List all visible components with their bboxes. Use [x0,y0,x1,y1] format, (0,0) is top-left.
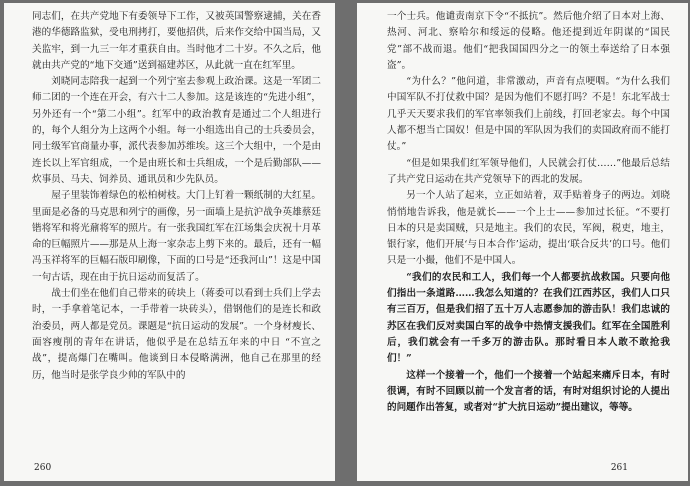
right-paragraph-1: 一个士兵。他谴责南京下令“不抵抗”。然后他介绍了日本对上海、热河、河北、察哈尔和绥远的侵略。他还提到近年阴谋的“国民党”部不战而退。他们“把我国国四分之一的领土奉送给了日本强盗”。 [387,11,670,71]
left-paragraph-3: 屋子里装饰着绿色的松柏树枝。大门上钉着一颗纸制的大红星。里面是必备的马克思和列宁的画像，另一面墙上是抗沪战争英雄蔡廷锴将军和将光鼐将军的照片。有一张我国红军在江场集会庆祝十月革命的巨幅照片——那是从上海一家杂志上剪下来的。最后，还有一幅冯玉祥将军的巨幅石版印刷像，下面的口号是“还我河山”！这是中国一句古话，现在由于抗日运动而复活了。 [32,190,321,283]
right-paragraph-2: “为什么？”他问道，非常激动，声音有点哽咽。“为什么我们中国军队不打仗救中国？是因为他们不愿打吗？不是！东北军战士几乎天天要求我们的军官率领我们上前线，打回老家去。每个中国人都不想当亡国奴！但是中国的军队因为我们的卖国政府而不能打仗。” [387,76,670,153]
left-paragraph-4: 战士们坐在他们自己带来的砖块上（蒋委可以看到士兵们上学去时，一手拿着笔记本，一手带着一块砖头），借钢他们的是连长和政治委员，两人都是党员。课题是“抗日运动的发展”。一个身材瘦长、面容瘦削的青年在讲话，他似乎是在总结五年来的中日 “不宣之战”，提高爆门在嘴叫。他谈到日本侵略满洲，他自己在那里的经历，他当时是张学良少帅的军队中的 [32,288,321,381]
left-paragraph-1: 同志们，在共产党地下有委领导下工作，又被英国警察逮捕，关在香港的华德路监狱，受电刑拷打，要他招供，后来作交给中国当局，又关监牢，到一九三一年才重获自由。当时他才二十岁。不久之后，他就由共产党的“地下交通”送到福建苏区，从此就一直在红军里。 [32,11,321,71]
right-paragraph-3: “但是如果我们红军领导他们，人民就会打仗……”他最后总结了共产党日运动在共产党领导下的西北的发展。 [387,157,670,185]
page-number-left: 260 [34,463,52,473]
right-paragraph-6: 这样一个接着一个，他们一个接着一个站起来痛斥日本，有时很调，有时不回顾以前一个发言者的话，有时对组织讨论的人提出的问题作出答复，或者对“扩大抗日运动”提出建议，等等。 [387,369,670,414]
page-number-right: 261 [610,463,628,473]
right-paragraph-5: “我们的农民和工人，我们每一个人都要抗战救国。只要向他们指出一条道路……我怎么知道的？在我们江西苏区，我们人口只有三百万，但是我们招了五十万人志愿参加的游击队！我们忠诚的苏区在我们反对卖国白军的战争中热情支援我们。红军在全国胜利后，我们就会有一千多万的游击队。那时看日本人敢不敢抢我们！” [387,271,670,365]
left-paragraph-2: 刘晓同志陪我一起到一个列宁室去参观上政治课。这是一军团二师二团的一个连在开会，有六十二人参加。这是该连的“先进小组”，另外还有一个“第二小组”。红军中的政治教育是通过二个人组进行的，每个人组分为上这两个小组。每一小组选出自己的士兵委员会，同士级军官商量办事，派代表参加苏维埃。这三个大组中，一个是由连长以上军官组成，一个是由班长和士兵组成，一个是后勤部队——炊事员、马夫、饲养员、通讯员和少先队员。 [32,76,321,185]
right-paragraph-4: 另一个人站了起来，立正如站着，双手贴着身子的两边。刘晓悄悄地告诉我，他是就长——一个上士——参加过长征。“不要打日本的只是卖国贼，只是地主。我们的农民，军阀，税吏，地主，银行家，他们开展‘与日本合作’运动，提出‘联合反共’的口号。他们只是一小撮，他们不是中国人。 [387,190,670,267]
left-page [4,3,335,481]
right-page [357,3,688,481]
